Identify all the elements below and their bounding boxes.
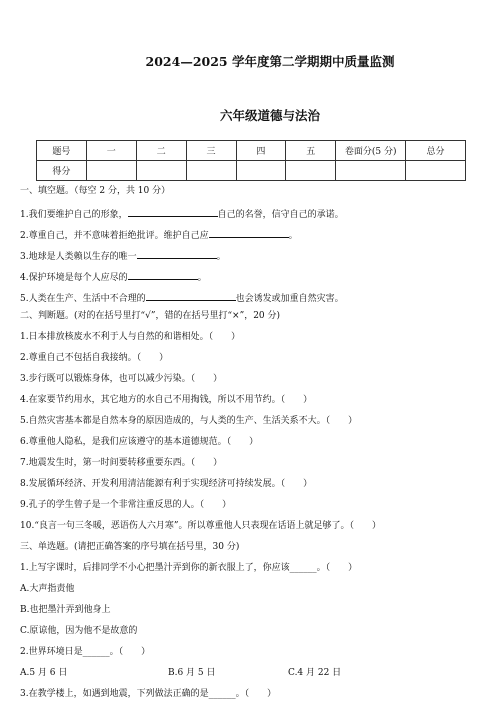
exam-subject: 六年级道德与法治 — [219, 108, 320, 123]
choice-option-a: A.5 月 6 日 — [20, 668, 68, 678]
choice-option-b: B.也把墨汁弄到他身上 — [20, 605, 111, 615]
question-text: 。 — [197, 273, 207, 283]
choice-question-3: 3.在教学楼上，如遇到地震，下列做法正确的是______。（ ） — [20, 689, 277, 699]
section2-heading: 二、判断题。(对的在括号里打“√”，错的在括号里打“×”，20 分) — [20, 311, 281, 321]
answer-blank[interactable] — [128, 269, 198, 280]
score-cell[interactable] — [406, 161, 466, 181]
score-table — [36, 140, 466, 181]
question-text: 1.我们要维护自己的形象， — [20, 210, 128, 220]
score-table-header-cell: 题号 — [37, 141, 87, 161]
score-table-header-cell: 总分 — [406, 141, 466, 161]
question-text: 。 — [216, 252, 226, 262]
section1-heading: 一、填空题。（每空 2 分，共 10 分） — [20, 186, 171, 196]
answer-blank[interactable] — [128, 206, 218, 217]
judge-question-1: 1.日本排放核废水不利于人与自然的和谐相处。（ ） — [20, 332, 241, 342]
choice-option-c: C.原谅他，因为他不是故意的 — [20, 626, 138, 636]
score-cell[interactable] — [86, 161, 136, 181]
score-table-header-cell: 二 — [136, 141, 186, 161]
score-cell[interactable] — [186, 161, 236, 181]
score-cell[interactable] — [136, 161, 186, 181]
fill-question-3 — [20, 248, 226, 263]
judge-question-7: 7.地震发生时，第一时间要转移重要东西。（ ） — [20, 458, 223, 468]
choice-option-a: A.大声指责他 — [20, 584, 75, 594]
section3-heading: 三、单选题。(请把正确答案的序号填在括号里，30 分) — [20, 542, 240, 552]
question-text: 。 — [288, 231, 298, 241]
judge-question-9: 9.孔子的学生曾子是一个非常注重反思的人。（ ） — [20, 500, 232, 510]
score-table-header-cell: 一 — [86, 141, 136, 161]
judge-question-2: 2.尊重自己不包括自我接纳。（ ） — [20, 353, 169, 363]
question-text: 4.保护环境是每个人应尽的 — [20, 273, 128, 283]
exam-title: 2024—2025 学年度第二学期期中质量监测 — [145, 54, 395, 69]
judge-question-5: 5.自然灾害基本都是自然本身的原因造成的，与人类的生产、生活关系不大。（ ） — [20, 416, 358, 426]
score-cell[interactable] — [336, 161, 406, 181]
judge-question-6: 6.尊重他人隐私，是我们应该遵守的基本道德规范。（ ） — [20, 437, 259, 447]
score-table-header-cell: 三 — [186, 141, 236, 161]
choice-option-c: C.4 月 22 日 — [288, 668, 342, 678]
score-cell[interactable] — [286, 161, 336, 181]
choice-question-1: 1.上写字课时，后排同学不小心把墨汁弄到你的新衣服上了，你应该______。（ ） — [20, 563, 358, 573]
answer-blank[interactable] — [146, 290, 236, 301]
choice-option-b: B.6 月 5 日 — [168, 668, 216, 678]
answer-blank[interactable] — [209, 227, 289, 238]
question-text: 也会诱发或加重自然灾害。 — [235, 294, 344, 304]
fill-question-2 — [20, 227, 298, 242]
question-text: 5.人类在生产、生活中不合理的 — [20, 294, 146, 304]
judge-question-10: 10.“良言一句三冬暖，恶语伤人六月寒”。所以尊重他人只表现在话语上就足够了。（ ） — [20, 521, 382, 531]
score-cell[interactable] — [236, 161, 286, 181]
fill-question-5 — [20, 290, 344, 305]
question-text: 自己的名誉，信守自己的承诺。 — [217, 210, 344, 220]
fill-question-4 — [20, 269, 207, 284]
score-table-score-row — [37, 161, 466, 181]
answer-blank[interactable] — [137, 248, 217, 259]
question-text: 2.尊重自己，并不意味着拒绝批评。维护自己应 — [20, 231, 209, 241]
score-table-header-cell: 四 — [236, 141, 286, 161]
choice-question-2: 2.世界环境日是______。（ ） — [20, 647, 151, 657]
score-table-header-cell: 卷面分(5 分) — [336, 141, 406, 161]
score-table-header-row — [37, 141, 466, 161]
judge-question-4: 4.在家要节约用水，其它地方的水自己不用掏钱，所以不用节约。（ ） — [20, 395, 313, 405]
score-table-header-cell: 五 — [286, 141, 336, 161]
judge-question-8: 8.发展循环经济、开发利用清洁能源有利于实现经济可持续发展。（ ） — [20, 479, 313, 489]
score-row-label: 得分 — [37, 161, 87, 181]
fill-question-1 — [20, 206, 344, 221]
judge-question-3: 3.步行既可以锻炼身体，也可以减少污染。（ ） — [20, 374, 223, 384]
question-text: 3.地球是人类赖以生存的唯一 — [20, 252, 137, 262]
